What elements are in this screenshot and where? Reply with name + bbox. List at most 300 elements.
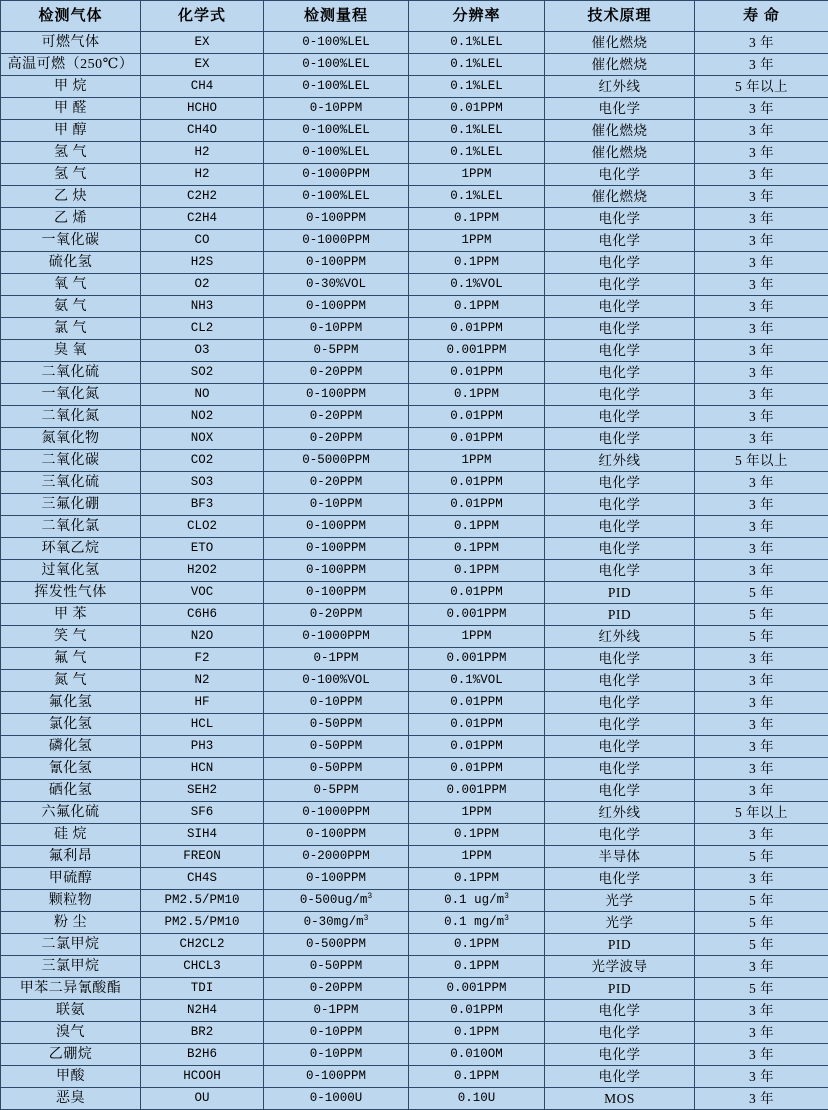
cell-technology: MOS: [545, 1088, 695, 1110]
table-row: [1, 54, 828, 76]
table-row: [1, 890, 828, 912]
cell-lifetime: 3 年: [695, 186, 828, 208]
cell-chemical-formula: SEH2: [141, 780, 264, 802]
cell-resolution: 0.10U: [409, 1088, 545, 1110]
table-row: [1, 1066, 828, 1088]
cell-detected-gas: 甲 苯: [1, 604, 141, 626]
cell-detection-range: 0-1PPM: [264, 1000, 409, 1022]
table-row: [1, 516, 828, 538]
cell-technology: 催化燃烧: [545, 186, 695, 208]
header-lifetime: 寿 命: [695, 1, 828, 32]
cell-detection-range: 0-100PPM: [264, 296, 409, 318]
header-detected-gas: 检测气体: [1, 1, 141, 32]
cell-detection-range: 0-100PPM: [264, 582, 409, 604]
table-row: [1, 472, 828, 494]
cell-chemical-formula: N2O: [141, 626, 264, 648]
cell-detection-range: 0-100%LEL: [264, 142, 409, 164]
cell-chemical-formula: H2S: [141, 252, 264, 274]
cell-detection-range: 0-1PPM: [264, 648, 409, 670]
cell-resolution: 0.1%VOL: [409, 274, 545, 296]
cell-lifetime: 3 年: [695, 494, 828, 516]
cell-chemical-formula: PM2.5/PM10: [141, 912, 264, 934]
cell-lifetime: 3 年: [695, 230, 828, 252]
cell-technology: 电化学: [545, 780, 695, 802]
cell-technology: PID: [545, 582, 695, 604]
cell-detection-range: 0-20PPM: [264, 406, 409, 428]
cell-resolution: 0.1PPM: [409, 1066, 545, 1088]
cell-technology: 红外线: [545, 450, 695, 472]
cell-detected-gas: 氢 气: [1, 164, 141, 186]
cell-detected-gas: 乙 炔: [1, 186, 141, 208]
cell-lifetime: 3 年: [695, 648, 828, 670]
cell-detection-range: 0-1000U: [264, 1088, 409, 1110]
cell-technology: 电化学: [545, 406, 695, 428]
table-row: [1, 406, 828, 428]
table-row: [1, 208, 828, 230]
cell-detection-range: 0-20PPM: [264, 604, 409, 626]
cell-resolution: 0.1%LEL: [409, 54, 545, 76]
table-row: [1, 868, 828, 890]
table-row: [1, 296, 828, 318]
cell-lifetime: 3 年: [695, 164, 828, 186]
table-row: [1, 714, 828, 736]
cell-technology: 催化燃烧: [545, 142, 695, 164]
cell-technology: 电化学: [545, 274, 695, 296]
table-row: [1, 824, 828, 846]
cell-chemical-formula: NOX: [141, 428, 264, 450]
cell-chemical-formula: SO3: [141, 472, 264, 494]
cell-technology: 催化燃烧: [545, 54, 695, 76]
cell-chemical-formula: HF: [141, 692, 264, 714]
cell-lifetime: 5 年: [695, 626, 828, 648]
cell-detected-gas: 二氧化硫: [1, 362, 141, 384]
cell-detection-range: 0-100PPM: [264, 538, 409, 560]
cell-resolution: 0.1PPM: [409, 868, 545, 890]
cell-technology: 电化学: [545, 1044, 695, 1066]
cell-detected-gas: 氮氧化物: [1, 428, 141, 450]
table-row: [1, 978, 828, 1000]
cell-resolution: 1PPM: [409, 846, 545, 868]
cell-detection-range: 0-5PPM: [264, 340, 409, 362]
cell-resolution: 0.1PPM: [409, 824, 545, 846]
cell-technology: 电化学: [545, 318, 695, 340]
cell-detection-range: $0-30mg/m^3$: [264, 912, 409, 934]
cell-technology: 电化学: [545, 384, 695, 406]
cell-detected-gas: 二氯甲烷: [1, 934, 141, 956]
cell-lifetime: 3 年: [695, 780, 828, 802]
cell-detection-range: 0-5000PPM: [264, 450, 409, 472]
cell-resolution: 0.01PPM: [409, 1000, 545, 1022]
cell-detected-gas: 磷化氢: [1, 736, 141, 758]
cell-chemical-formula: CL2: [141, 318, 264, 340]
cell-detection-range: 0-1000PPM: [264, 164, 409, 186]
cell-detection-range: 0-1000PPM: [264, 626, 409, 648]
cell-detection-range: 0-10PPM: [264, 494, 409, 516]
cell-resolution: 0.1PPM: [409, 1022, 545, 1044]
cell-resolution: 0.001PPM: [409, 780, 545, 802]
cell-detection-range: 0-100%LEL: [264, 120, 409, 142]
cell-chemical-formula: C2H2: [141, 186, 264, 208]
cell-lifetime: 3 年: [695, 98, 828, 120]
cell-detection-range: 0-20PPM: [264, 472, 409, 494]
cell-resolution: 1PPM: [409, 164, 545, 186]
table-row: [1, 450, 828, 472]
cell-lifetime: 3 年: [695, 736, 828, 758]
cell-chemical-formula: CO2: [141, 450, 264, 472]
cell-lifetime: 3 年: [695, 758, 828, 780]
cell-lifetime: 3 年: [695, 560, 828, 582]
cell-lifetime: 3 年: [695, 296, 828, 318]
cell-resolution: 0.01PPM: [409, 692, 545, 714]
cell-lifetime: 5 年以上: [695, 802, 828, 824]
cell-lifetime: 3 年: [695, 142, 828, 164]
cell-lifetime: 3 年: [695, 670, 828, 692]
cell-lifetime: 3 年: [695, 120, 828, 142]
cell-detected-gas: 高温可燃（250℃）: [1, 54, 141, 76]
cell-technology: 电化学: [545, 340, 695, 362]
cell-lifetime: 3 年: [695, 692, 828, 714]
cell-chemical-formula: PH3: [141, 736, 264, 758]
cell-lifetime: 3 年: [695, 1000, 828, 1022]
cell-chemical-formula: OU: [141, 1088, 264, 1110]
cell-resolution: 0.1PPM: [409, 538, 545, 560]
cell-detection-range: 0-100%LEL: [264, 186, 409, 208]
cell-detected-gas: 溴气: [1, 1022, 141, 1044]
cell-technology: 电化学: [545, 362, 695, 384]
table-row: [1, 340, 828, 362]
cell-lifetime: 5 年: [695, 912, 828, 934]
cell-detection-range: 0-50PPM: [264, 758, 409, 780]
cell-chemical-formula: H2O2: [141, 560, 264, 582]
table-row: [1, 560, 828, 582]
header-chemical-formula: 化学式: [141, 1, 264, 32]
cell-detection-range: 0-20PPM: [264, 362, 409, 384]
cell-resolution: 0.1PPM: [409, 934, 545, 956]
table-row: [1, 538, 828, 560]
cell-chemical-formula: TDI: [141, 978, 264, 1000]
cell-chemical-formula: VOC: [141, 582, 264, 604]
cell-detection-range: 0-50PPM: [264, 956, 409, 978]
cell-lifetime: 5 年: [695, 978, 828, 1000]
cell-chemical-formula: HCHO: [141, 98, 264, 120]
cell-lifetime: 3 年: [695, 538, 828, 560]
cell-chemical-formula: CH2CL2: [141, 934, 264, 956]
cell-technology: 光学: [545, 912, 695, 934]
cell-detected-gas: 乙 烯: [1, 208, 141, 230]
cell-chemical-formula: NH3: [141, 296, 264, 318]
table-row: [1, 1088, 828, 1110]
cell-chemical-formula: HCL: [141, 714, 264, 736]
cell-lifetime: 3 年: [695, 1066, 828, 1088]
cell-lifetime: 5 年: [695, 604, 828, 626]
cell-lifetime: 5 年: [695, 582, 828, 604]
cell-lifetime: 3 年: [695, 1044, 828, 1066]
table-header-row: [1, 1, 828, 32]
cell-technology: 红外线: [545, 626, 695, 648]
table-row: [1, 956, 828, 978]
cell-detected-gas: 三氟化硼: [1, 494, 141, 516]
cell-lifetime: 5 年以上: [695, 450, 828, 472]
cell-technology: 光学: [545, 890, 695, 912]
cell-detection-range: 0-100PPM: [264, 252, 409, 274]
cell-technology: 电化学: [545, 824, 695, 846]
cell-technology: 电化学: [545, 472, 695, 494]
cell-chemical-formula: EX: [141, 32, 264, 54]
cell-chemical-formula: C2H4: [141, 208, 264, 230]
table-row: [1, 670, 828, 692]
cell-lifetime: 3 年: [695, 340, 828, 362]
table-row: [1, 186, 828, 208]
cell-detected-gas: 氮 气: [1, 670, 141, 692]
cell-chemical-formula: F2: [141, 648, 264, 670]
cell-resolution: 0.01PPM: [409, 758, 545, 780]
table-row: [1, 692, 828, 714]
cell-chemical-formula: C6H6: [141, 604, 264, 626]
table-row: [1, 758, 828, 780]
cell-technology: 电化学: [545, 98, 695, 120]
cell-lifetime: 3 年: [695, 208, 828, 230]
table-row: [1, 120, 828, 142]
cell-chemical-formula: HCOOH: [141, 1066, 264, 1088]
cell-technology: 电化学: [545, 648, 695, 670]
cell-detected-gas: 臭 氧: [1, 340, 141, 362]
table-row: [1, 494, 828, 516]
cell-detection-range: 0-500PPM: [264, 934, 409, 956]
cell-detected-gas: 甲 醇: [1, 120, 141, 142]
cell-chemical-formula: NO2: [141, 406, 264, 428]
cell-lifetime: 5 年: [695, 934, 828, 956]
cell-detection-range: 0-10PPM: [264, 1044, 409, 1066]
cell-resolution: 0.01PPM: [409, 736, 545, 758]
cell-resolution: 1PPM: [409, 230, 545, 252]
table-row: [1, 142, 828, 164]
cell-chemical-formula: SF6: [141, 802, 264, 824]
cell-technology: 电化学: [545, 208, 695, 230]
cell-chemical-formula: CLO2: [141, 516, 264, 538]
cell-lifetime: 3 年: [695, 714, 828, 736]
cell-technology: 电化学: [545, 494, 695, 516]
cell-detected-gas: 恶臭: [1, 1088, 141, 1110]
cell-lifetime: 5 年: [695, 846, 828, 868]
cell-technology: 催化燃烧: [545, 32, 695, 54]
cell-detected-gas: 联氨: [1, 1000, 141, 1022]
cell-detected-gas: 氟 气: [1, 648, 141, 670]
cell-technology: 光学波导: [545, 956, 695, 978]
cell-technology: 电化学: [545, 1022, 695, 1044]
table-row: [1, 274, 828, 296]
cell-technology: 电化学: [545, 1066, 695, 1088]
cell-resolution: 0.1PPM: [409, 252, 545, 274]
cell-detected-gas: 三氧化硫: [1, 472, 141, 494]
cell-detection-range: 0-5PPM: [264, 780, 409, 802]
cell-chemical-formula: CH4: [141, 76, 264, 98]
header-technology: 技术原理: [545, 1, 695, 32]
cell-detection-range: 0-30%VOL: [264, 274, 409, 296]
cell-resolution: 0.1%LEL: [409, 142, 545, 164]
table-row: [1, 98, 828, 120]
cell-resolution: 0.1 $mg/m^3$: [409, 912, 545, 934]
cell-technology: 电化学: [545, 428, 695, 450]
cell-detected-gas: 氟化氢: [1, 692, 141, 714]
cell-chemical-formula: O3: [141, 340, 264, 362]
cell-technology: 电化学: [545, 164, 695, 186]
cell-detected-gas: 氯化氢: [1, 714, 141, 736]
cell-detected-gas: 氧 气: [1, 274, 141, 296]
cell-detected-gas: 乙硼烷: [1, 1044, 141, 1066]
cell-lifetime: 3 年: [695, 1088, 828, 1110]
table-row: [1, 802, 828, 824]
table-row: [1, 912, 828, 934]
cell-chemical-formula: B2H6: [141, 1044, 264, 1066]
cell-lifetime: 3 年: [695, 362, 828, 384]
cell-resolution: 0.01PPM: [409, 318, 545, 340]
cell-detected-gas: 甲 烷: [1, 76, 141, 98]
cell-detection-range: 0-50PPM: [264, 736, 409, 758]
cell-resolution: 0.01PPM: [409, 428, 545, 450]
cell-detected-gas: 甲硫醇: [1, 868, 141, 890]
cell-lifetime: 3 年: [695, 472, 828, 494]
cell-technology: 电化学: [545, 296, 695, 318]
cell-detection-range: 0-20PPM: [264, 978, 409, 1000]
cell-chemical-formula: CH4S: [141, 868, 264, 890]
cell-chemical-formula: N2: [141, 670, 264, 692]
table-row: [1, 230, 828, 252]
cell-lifetime: 3 年: [695, 824, 828, 846]
cell-lifetime: 5 年: [695, 890, 828, 912]
cell-detection-range: 0-100%LEL: [264, 32, 409, 54]
cell-detected-gas: 硫化氢: [1, 252, 141, 274]
table-row: [1, 1000, 828, 1022]
cell-detection-range: 0-100PPM: [264, 516, 409, 538]
cell-detected-gas: 二氧化氮: [1, 406, 141, 428]
cell-detected-gas: 颗粒物: [1, 890, 141, 912]
cell-resolution: 0.01PPM: [409, 582, 545, 604]
table-row: [1, 76, 828, 98]
table-row: [1, 384, 828, 406]
cell-detection-range: 0-2000PPM: [264, 846, 409, 868]
cell-resolution: 0.001PPM: [409, 648, 545, 670]
cell-technology: 催化燃烧: [545, 120, 695, 142]
cell-technology: 红外线: [545, 802, 695, 824]
cell-resolution: 0.1%LEL: [409, 76, 545, 98]
cell-technology: 电化学: [545, 560, 695, 582]
cell-lifetime: 3 年: [695, 406, 828, 428]
cell-detection-range: $0-500ug/m^3$: [264, 890, 409, 912]
cell-detected-gas: 可燃气体: [1, 32, 141, 54]
cell-resolution: 0.1PPM: [409, 208, 545, 230]
table-row: [1, 604, 828, 626]
cell-detected-gas: 笑 气: [1, 626, 141, 648]
cell-detected-gas: 过氧化氢: [1, 560, 141, 582]
table-row: [1, 362, 828, 384]
cell-technology: 电化学: [545, 252, 695, 274]
cell-resolution: 1PPM: [409, 626, 545, 648]
cell-technology: PID: [545, 934, 695, 956]
cell-resolution: 0.1PPM: [409, 560, 545, 582]
cell-resolution: 0.01PPM: [409, 472, 545, 494]
cell-lifetime: 3 年: [695, 868, 828, 890]
cell-detection-range: 0-100PPM: [264, 384, 409, 406]
cell-lifetime: 3 年: [695, 384, 828, 406]
cell-detected-gas: 硒化氢: [1, 780, 141, 802]
cell-technology: 电化学: [545, 736, 695, 758]
cell-detection-range: 0-10PPM: [264, 692, 409, 714]
cell-resolution: 0.001PPM: [409, 978, 545, 1000]
header-detection-range: 检测量程: [264, 1, 409, 32]
cell-lifetime: 3 年: [695, 516, 828, 538]
cell-chemical-formula: NO: [141, 384, 264, 406]
cell-resolution: 0.01PPM: [409, 98, 545, 120]
cell-lifetime: 3 年: [695, 956, 828, 978]
cell-detected-gas: 氟利昂: [1, 846, 141, 868]
cell-detection-range: 0-100PPM: [264, 560, 409, 582]
table-row: [1, 934, 828, 956]
cell-chemical-formula: H2: [141, 164, 264, 186]
cell-resolution: 0.1PPM: [409, 384, 545, 406]
cell-chemical-formula: SO2: [141, 362, 264, 384]
table-row: [1, 1044, 828, 1066]
cell-lifetime: 3 年: [695, 1022, 828, 1044]
cell-detection-range: 0-100PPM: [264, 868, 409, 890]
table-row: [1, 164, 828, 186]
table-row: [1, 780, 828, 802]
cell-detected-gas: 粉 尘: [1, 912, 141, 934]
table-row: [1, 846, 828, 868]
table-row: [1, 648, 828, 670]
cell-chemical-formula: H2: [141, 142, 264, 164]
cell-chemical-formula: FREON: [141, 846, 264, 868]
cell-chemical-formula: BF3: [141, 494, 264, 516]
cell-resolution: 0.1%LEL: [409, 32, 545, 54]
cell-detection-range: 0-100%LEL: [264, 54, 409, 76]
cell-lifetime: 3 年: [695, 54, 828, 76]
cell-detected-gas: 二氧化氯: [1, 516, 141, 538]
cell-detected-gas: 甲苯二异氰酸酯: [1, 978, 141, 1000]
cell-technology: 电化学: [545, 714, 695, 736]
cell-detected-gas: 一氧化碳: [1, 230, 141, 252]
cell-resolution: 0.1%LEL: [409, 186, 545, 208]
cell-detection-range: 0-10PPM: [264, 318, 409, 340]
cell-technology: 电化学: [545, 538, 695, 560]
cell-detection-range: 0-1000PPM: [264, 230, 409, 252]
table-body: [1, 32, 828, 1110]
cell-resolution: 0.01PPM: [409, 362, 545, 384]
cell-detection-range: 0-100%LEL: [264, 76, 409, 98]
cell-lifetime: 3 年: [695, 318, 828, 340]
cell-resolution: 1PPM: [409, 802, 545, 824]
cell-detected-gas: 六氟化硫: [1, 802, 141, 824]
cell-chemical-formula: CH4O: [141, 120, 264, 142]
cell-lifetime: 3 年: [695, 274, 828, 296]
cell-resolution: 0.010OM: [409, 1044, 545, 1066]
cell-chemical-formula: CHCL3: [141, 956, 264, 978]
cell-chemical-formula: EX: [141, 54, 264, 76]
cell-resolution: 0.01PPM: [409, 714, 545, 736]
cell-resolution: 0.001PPM: [409, 340, 545, 362]
cell-lifetime: 3 年: [695, 428, 828, 450]
cell-technology: 电化学: [545, 516, 695, 538]
cell-resolution: 0.1 $ug/m^3$: [409, 890, 545, 912]
cell-resolution: 0.01PPM: [409, 494, 545, 516]
cell-detection-range: 0-20PPM: [264, 428, 409, 450]
table-row: [1, 626, 828, 648]
cell-detected-gas: 环氧乙烷: [1, 538, 141, 560]
table-row: [1, 32, 828, 54]
cell-resolution: 0.01PPM: [409, 406, 545, 428]
table-row: [1, 428, 828, 450]
cell-detected-gas: 氢 气: [1, 142, 141, 164]
cell-detection-range: 0-10PPM: [264, 1022, 409, 1044]
